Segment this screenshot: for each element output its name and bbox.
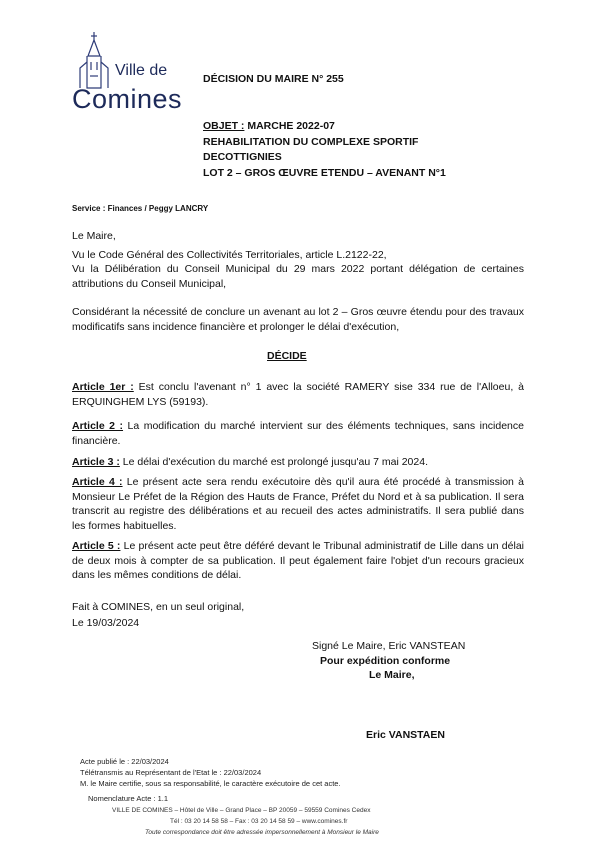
article-2-text: La modification du marché intervient sur des éléments techniques, sans incidence financière.	[72, 420, 524, 447]
article-1-label: Article 1er :	[72, 381, 134, 393]
signature-le-maire: Le Maire,	[369, 669, 415, 681]
service-line: Service : Finances / Peggy LANCRY	[72, 204, 209, 213]
article-1	[72, 380, 524, 409]
decide-heading: DÉCIDE	[267, 350, 307, 362]
article-1-text: Est conclu l'avenant n° 1 avec la société RAMERY sise 334 rue de l'Alloeu, à ERQUINGHEM LYS (59193).	[72, 381, 524, 408]
vu-deliberation: Vu la Délibération du Conseil Municipal du 29 mars 2022 portant délégation de certaines attributions du Conseil Municipal,	[72, 263, 524, 290]
logo-ville-text: Ville de	[115, 62, 168, 79]
article-5	[72, 539, 524, 583]
objet-label: OBJET :	[203, 120, 245, 132]
footer-address: VILLE DE COMINES – Hôtel de Ville – Grand Place – BP 20059 – 59559 Comines Cedex	[112, 807, 371, 814]
article-2	[72, 419, 524, 448]
fait-date: Le 19/03/2024	[72, 617, 140, 629]
article-2-label: Article 2 :	[72, 420, 124, 432]
signatory-name: Eric VANSTAEN	[366, 729, 445, 741]
church-tower-icon	[66, 30, 112, 92]
article-4	[72, 475, 524, 533]
objet-line3: DECOTTIGNIES	[203, 151, 282, 163]
decision-title: DÉCISION DU MAIRE N° 255	[203, 73, 344, 85]
pour-expedition: Pour expédition conforme	[320, 655, 451, 667]
footer-nomenclature: Nomenclature Acte : 1.1	[88, 794, 169, 803]
considerant: Considérant la nécessité de conclure un avenant au lot 2 – Gros œuvre étendu pour des travaux modificatifs sans incidence financière et prolonger le délai d'exécution,	[72, 306, 524, 333]
article-4-label: Article 4 :	[72, 476, 123, 488]
signe-le-maire: Signé Le Maire, Eric VANSTEAN	[312, 640, 466, 652]
objet-line1: MARCHE 2022-07	[244, 120, 335, 132]
vu-cgct: Vu le Code Général des Collectivités Territoriales, article L.2122-22,	[72, 249, 387, 261]
footer-contact: Tél : 03 20 14 58 58 – Fax : 03 20 14 58 59 – www.comines.fr	[170, 818, 348, 825]
article-5-text: Le présent acte peut être déféré devant le Tribunal administratif de Lille dans un délai de deux mois à compter de sa publication. Il peut également faire l'objet d'un recours gracieux dans les mêmes conditions de délai.	[72, 540, 524, 581]
logo-comines-text: Comines	[72, 84, 183, 114]
article-4-text: Le présent acte sera rendu exécutoire dès qu'il aura été procédé à transmission à Monsieur Le Préfet de la Région des Hauts de France, Préfet du Nord et à sa publication. Il sera transcrit au registre des délibérations et au recueil des actes administratifs. Il sera publié dans les formes habituelles.	[72, 476, 524, 532]
article-3	[72, 455, 524, 470]
article-3-label: Article 3 :	[72, 456, 120, 468]
objet-block	[203, 119, 446, 181]
fait-a: Fait à COMINES, en un seul original,	[72, 601, 245, 613]
footer-certifie: M. le Maire certifie, sous sa responsabilité, le caractère exécutoire de cet acte.	[80, 779, 341, 788]
objet-line2: REHABILITATION DU COMPLEXE SPORTIF	[203, 135, 419, 148]
footer-correspondance: Toute correspondance doit être adressée impersonnellement à Monsieur le Maire	[145, 829, 379, 836]
objet-line4: LOT 2 – GROS ŒUVRE ETENDU – AVENANT N°1	[203, 166, 446, 179]
article-5-label: Article 5 :	[72, 540, 121, 552]
article-3-text: Le délai d'exécution du marché est prolongé jusqu'au 7 mai 2024.	[119, 456, 428, 468]
footer-transmis: Télétransmis au Représentant de l'Etat le : 22/03/2024	[80, 768, 262, 777]
footer-publie: Acte publié le : 22/03/2024	[80, 757, 169, 766]
le-maire-intro: Le Maire,	[72, 230, 116, 242]
